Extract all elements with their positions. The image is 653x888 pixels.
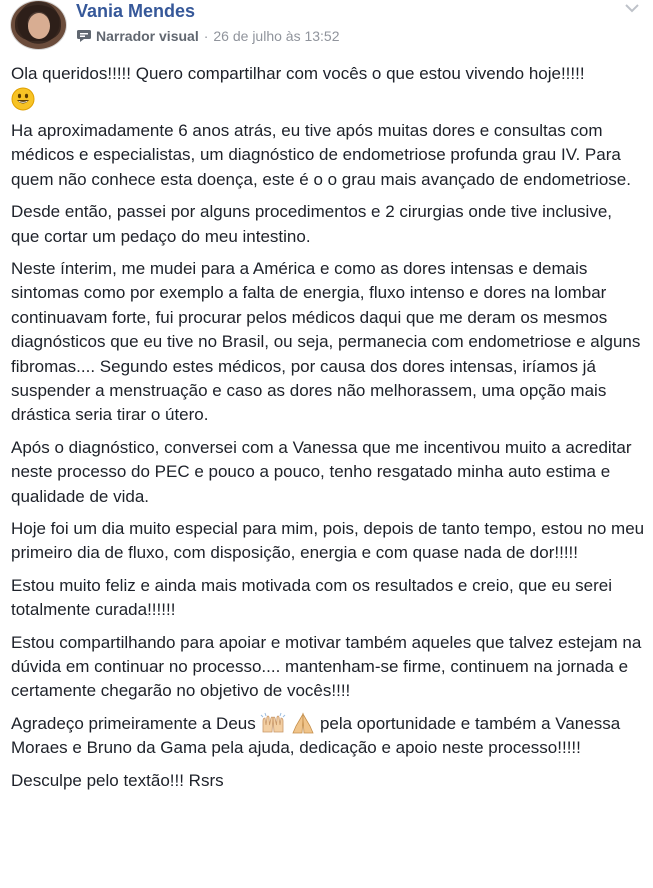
raised-hands-emoji <box>260 712 286 736</box>
speech-bubble-icon <box>76 29 92 43</box>
paragraph-1 <box>11 62 645 111</box>
paragraph-8: Estou compartilhando para apoiar e motivar também aqueles que talvez estejam na dúvida em continuar no processo.... mantenham-se firme, continuem na jornada e certamente chegarão no objetivo de vocês!!!! <box>11 632 642 701</box>
author-avatar[interactable] <box>10 0 67 50</box>
post-timestamp[interactable]: 26 de julho às 13:52 <box>213 28 340 44</box>
paragraph-9 <box>11 712 645 761</box>
paragraph-4: Neste ínterim, me mudei para a América e como as dores intensas e demais sintomas como por exemplo a falta de energia, fluxo intenso e dores na lombar continuavam forte, fui procurar pelos médicos daqui que me deram os mesmos diagnósticos que eu tive no Brasil, ou seja, permanecia com endometriose e alguns fibromas.... Segundo estes médicos, por causa dos dores intensas, iríamos já suspender a menstruação e caso as dores não melhorassem, uma opção mais drástica seria tirar o útero. <box>11 258 641 425</box>
paragraph-3: Desde então, passei por alguns procedimentos e 2 cirurgias onde tive inclusive, que cortar um pedaço do meu intestino. <box>11 202 613 246</box>
author-name[interactable]: Vania Mendes <box>76 1 196 21</box>
post-body <box>11 62 645 801</box>
paragraph-10: Desculpe pelo textão!!! Rsrs <box>11 770 224 790</box>
paragraph-6: Hoje foi um dia muito especial para mim, pois, depois de tanto tempo, estou no meu primeiro dia de fluxo, com disposição, energia e com quase nada de dor!!!!! <box>11 519 645 563</box>
folded-hands-emoji <box>291 712 315 736</box>
avatar-face <box>28 13 50 39</box>
paragraph-5: Após o diagnóstico, conversei com a Vanessa que me incentivou muito a acreditar neste processo do PEC e pouco a pouco, tenho resgatado minha auto estima e qualidade de vida. <box>11 437 632 506</box>
paragraph-1-text: Ola queridos!!!!! Quero compartilhar com vocês o que estou vivendo hoje!!!!! <box>11 64 585 83</box>
meta-separator: · <box>203 28 209 44</box>
post-header <box>0 0 653 60</box>
grinning-face-emoji <box>11 87 35 111</box>
paragraph-9-text-before: Agradeço primeiramente a Deus <box>11 713 256 733</box>
author-badge[interactable]: Narrador visual <box>96 28 199 44</box>
chevron-down-icon[interactable] <box>624 2 640 14</box>
paragraph-7: Estou muito feliz e ainda mais motivada com os resultados e creio, que eu serei totalmente curada!!!!!! <box>11 575 612 620</box>
post-meta <box>76 27 340 45</box>
paragraph-9-text-after: pela oportunidade e também a Vanessa Moraes e Bruno da Gama pela ajuda, dedicação e apoio neste processo!!!!! <box>11 713 621 758</box>
paragraph-2: Ha aproximadamente 6 anos atrás, eu tive após muitas dores e consultas com médicos e especialistas, um diagnóstico de endometriose profunda grau IV. Para quem não conhece esta doença, este é o o grau mais avançado de endometriose. <box>11 120 631 189</box>
